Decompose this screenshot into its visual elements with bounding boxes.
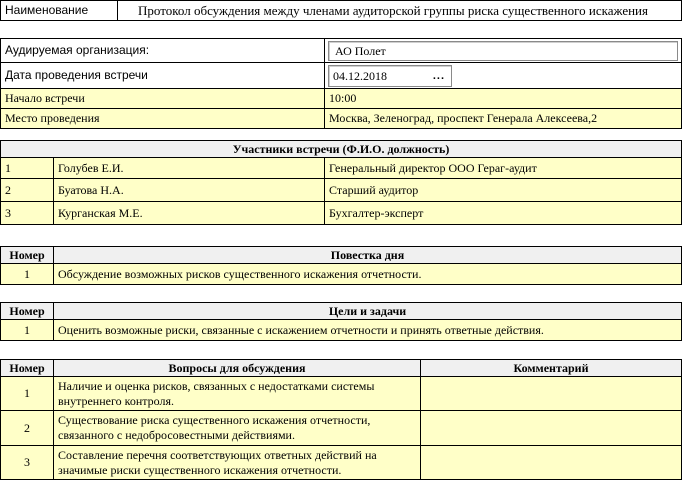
participant-num: 3 xyxy=(0,201,54,225)
question-text[interactable]: Существование риска существенного искажения отчетности, связанного с недобросовестными действиями. xyxy=(53,410,421,446)
start-label: Начало встречи xyxy=(0,88,325,109)
participant-position[interactable]: Старший аудитор xyxy=(324,178,682,202)
date-value: 04.12.2018 xyxy=(333,68,387,83)
name-label: Наименование xyxy=(0,0,118,21)
participant-num: 2 xyxy=(0,178,54,202)
question-comment[interactable] xyxy=(420,376,682,411)
comment-header: Комментарий xyxy=(420,359,682,377)
question-num: 2 xyxy=(0,410,54,446)
questions-num-header: Номер xyxy=(0,359,54,377)
start-time-field[interactable]: 10:00 xyxy=(324,88,682,109)
question-comment[interactable] xyxy=(420,410,682,446)
date-input[interactable] xyxy=(328,65,452,87)
participant-position[interactable]: Бухгалтер-эксперт xyxy=(324,201,682,225)
goals-num: 1 xyxy=(0,319,54,341)
question-num: 1 xyxy=(0,376,54,411)
date-picker-button[interactable]: ... xyxy=(432,70,445,82)
agenda-item[interactable]: Обсуждение возможных рисков существенного искажения отчетности. xyxy=(53,263,682,285)
org-input[interactable]: АО Полет xyxy=(328,41,678,61)
page-title: Протокол обсуждения между членами аудиторской группы риска существенного искажения xyxy=(117,0,682,21)
org-field-cell xyxy=(324,38,682,63)
agenda-header: Повестка дня xyxy=(53,246,682,264)
date-label: Дата проведения встречи xyxy=(0,62,325,89)
participants-header: Участники встречи (Ф.И.О. должность) xyxy=(0,140,682,158)
goals-item[interactable]: Оценить возможные риски, связанные с искажением отчетности и принять ответные действия. xyxy=(53,319,682,341)
participant-num: 1 xyxy=(0,157,54,179)
place-field[interactable]: Москва, Зеленоград, проспект Генерала Алексеева,2 xyxy=(324,108,682,129)
place-label: Место проведения xyxy=(0,108,325,129)
participant-name[interactable]: Голубев Е.И. xyxy=(53,157,325,179)
question-num: 3 xyxy=(0,445,54,480)
agenda-num: 1 xyxy=(0,263,54,285)
question-text[interactable]: Наличие и оценка рисков, связанных с недостатками системы внутреннего контроля. xyxy=(53,376,421,411)
goals-header: Цели и задачи xyxy=(53,302,682,320)
date-field-cell xyxy=(324,62,682,89)
participant-position[interactable]: Генеральный директор ООО Гераг-аудит xyxy=(324,157,682,179)
question-text[interactable]: Составление перечня соответствующих ответных действий на значимые риски существенного искажения отчетности. xyxy=(53,445,421,480)
question-comment[interactable] xyxy=(420,445,682,480)
participant-name[interactable]: Курганская М.Е. xyxy=(53,201,325,225)
questions-header: Вопросы для обсуждения xyxy=(53,359,421,377)
org-label: Аудируемая организация: xyxy=(0,38,325,63)
participant-name[interactable]: Буатова Н.А. xyxy=(53,178,325,202)
agenda-num-header: Номер xyxy=(0,246,54,264)
goals-num-header: Номер xyxy=(0,302,54,320)
